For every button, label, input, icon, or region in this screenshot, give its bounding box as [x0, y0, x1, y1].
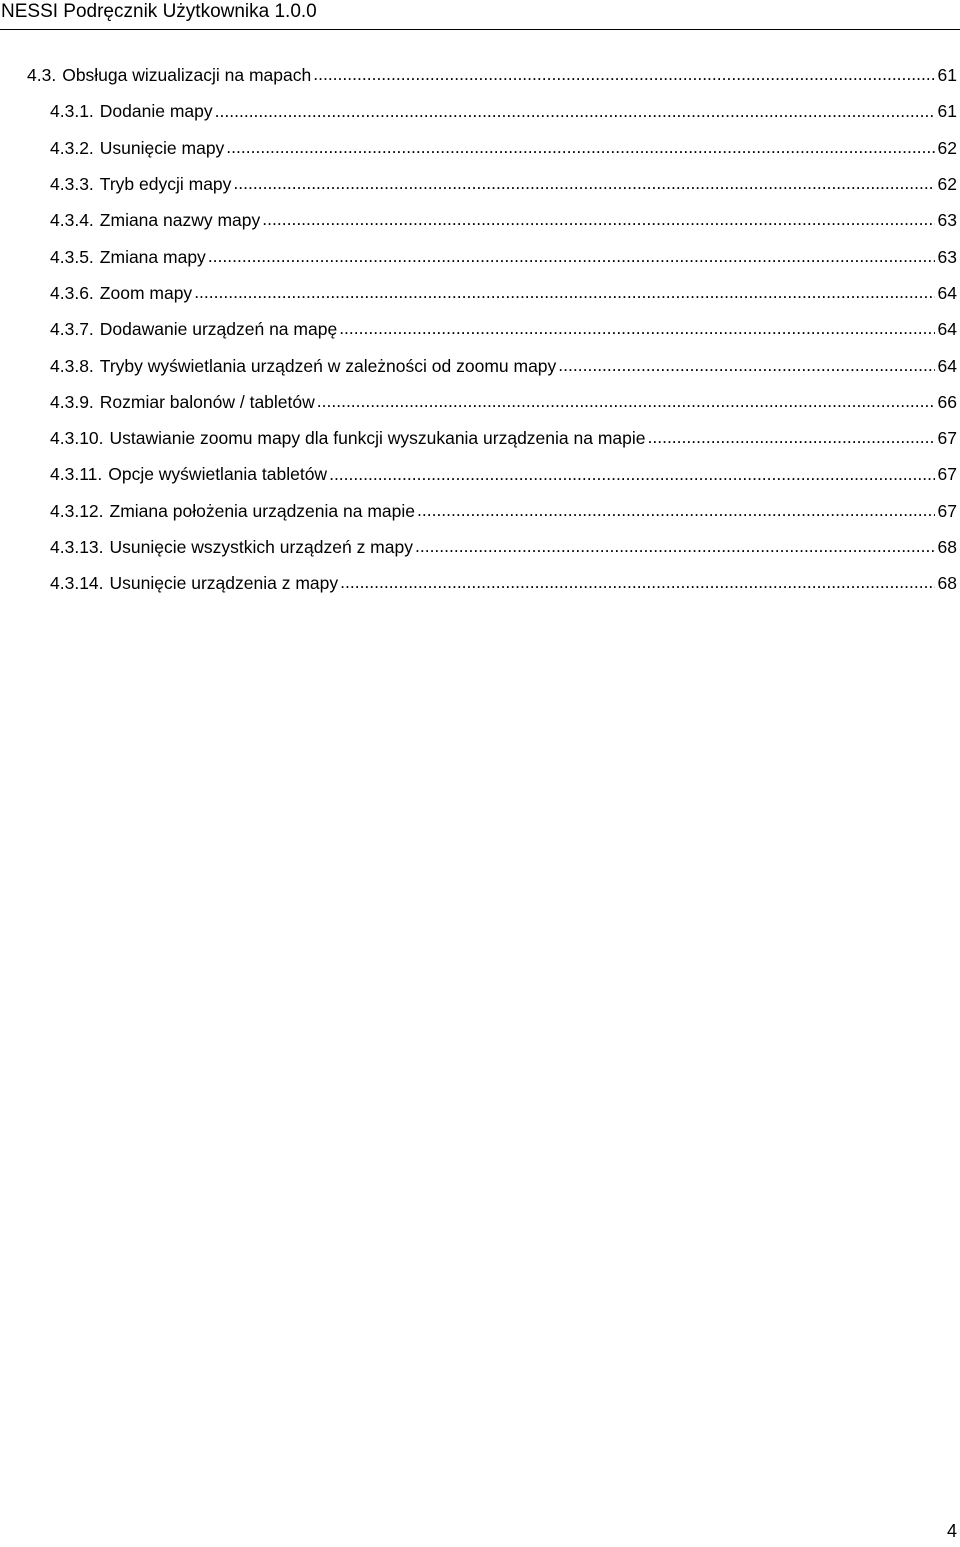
toc-entry-number: 4.3.3. [50, 174, 94, 195]
toc-entry-title: Ustawianie zoomu mapy dla funkcji wyszukania urządzenia na mapie [109, 428, 646, 449]
toc-entry-title: Zmiana mapy [99, 246, 206, 267]
toc-dot-leader [233, 172, 935, 194]
toc-entry-number: 4.3. [27, 65, 57, 86]
toc-entry-page: 63 [937, 210, 957, 231]
toc-entry[interactable] [0, 456, 957, 492]
toc-entry-title: Zoom mapy [99, 282, 193, 303]
toc-entry-page: 67 [937, 500, 957, 521]
toc-entry-number: 4.3.1. [50, 101, 94, 122]
toc-entry-page: 64 [937, 319, 957, 340]
toc-entry[interactable] [0, 347, 957, 383]
toc-entry-title: Zmiana położenia urządzenia na mapie [109, 500, 415, 521]
toc-dot-leader [215, 100, 935, 122]
toc-entry[interactable] [0, 130, 957, 166]
toc-entry-title: Usunięcie wszystkich urządzeń z mapy [109, 537, 413, 557]
toc-dot-leader [415, 535, 935, 557]
toc-entry-number: 4.3.4. [50, 210, 94, 231]
toc-entry-number: 4.3.7. [50, 319, 94, 340]
toc-entry-page: 64 [937, 355, 957, 376]
toc-entry-number: 4.3.9. [50, 391, 94, 412]
toc-entry[interactable] [0, 166, 957, 202]
toc-dot-leader [558, 354, 935, 376]
toc-entry-number: 4.3.12. [50, 500, 104, 521]
header-divider [0, 29, 960, 30]
toc-entry-page: 63 [937, 246, 957, 267]
toc-entry-number: 4.3.6. [50, 282, 94, 303]
toc-entry[interactable] [0, 202, 957, 238]
toc-entry-title: Usunięcie urządzenia z mapy [109, 573, 339, 594]
toc-entry-title: Tryb edycji mapy [99, 174, 232, 195]
table-of-contents [0, 57, 957, 601]
toc-dot-leader [339, 317, 935, 339]
toc-entry-title: Dodawanie urządzeń na mapę [99, 319, 338, 340]
toc-dot-leader [329, 463, 935, 485]
toc-entry[interactable] [0, 493, 957, 529]
toc-entry[interactable] [0, 57, 957, 93]
toc-dot-leader [226, 136, 935, 158]
document-title: NESSI Podręcznik Użytkownika 1.0.0 [1, 1, 317, 22]
toc-entry[interactable] [0, 275, 957, 311]
toc-dot-leader [313, 63, 935, 85]
toc-entry-title: Opcje wyświetlania tabletów [108, 464, 328, 485]
toc-entry-title: Tryby wyświetlania urządzeń w zależności od zoomu mapy [99, 355, 557, 376]
page-number: 4 [946, 1521, 957, 1541]
toc-dot-leader [648, 426, 936, 448]
toc-entry[interactable] [0, 238, 957, 274]
toc-dot-leader [340, 571, 935, 593]
toc-entry-title: Obsługa wizualizacji na mapach [62, 65, 312, 86]
toc-entry-number: 4.3.5. [50, 246, 94, 267]
toc-entry-page: 68 [937, 537, 957, 557]
toc-entry-page: 64 [937, 282, 957, 303]
toc-entry-title: Rozmiar balonów / tabletów [99, 391, 315, 412]
toc-entry-page: 62 [937, 137, 957, 158]
toc-entry-number: 4.3.13. [50, 537, 104, 557]
toc-entry[interactable] [0, 529, 957, 565]
page-header [0, 0, 960, 32]
toc-entry[interactable] [0, 565, 957, 601]
toc-entry-number: 4.3.11. [50, 464, 103, 485]
toc-entry[interactable] [0, 93, 957, 129]
toc-dot-leader [262, 208, 935, 230]
toc-entry-title: Usunięcie mapy [99, 137, 225, 158]
toc-dot-leader [208, 245, 935, 267]
toc-entry-title: Zmiana nazwy mapy [99, 210, 261, 231]
toc-entry-page: 68 [937, 573, 957, 594]
toc-entry-page: 67 [937, 464, 957, 485]
toc-entry-page: 61 [937, 65, 957, 86]
toc-dot-leader [317, 390, 935, 412]
toc-entry[interactable] [0, 311, 957, 347]
toc-entry-title: Dodanie mapy [99, 101, 213, 122]
toc-entry[interactable] [0, 384, 957, 420]
toc-dot-leader [194, 281, 935, 303]
toc-entry-page: 61 [937, 101, 957, 122]
toc-dot-leader [417, 499, 935, 521]
toc-entry-page: 67 [937, 428, 957, 449]
toc-entry-number: 4.3.10. [50, 428, 104, 449]
toc-entry-number: 4.3.14. [50, 573, 104, 594]
toc-entry-page: 62 [937, 174, 957, 195]
toc-entry-number: 4.3.2. [50, 137, 94, 158]
toc-entry-number: 4.3.8. [50, 355, 94, 376]
toc-entry-page: 66 [937, 391, 957, 412]
toc-entry[interactable] [0, 420, 957, 456]
